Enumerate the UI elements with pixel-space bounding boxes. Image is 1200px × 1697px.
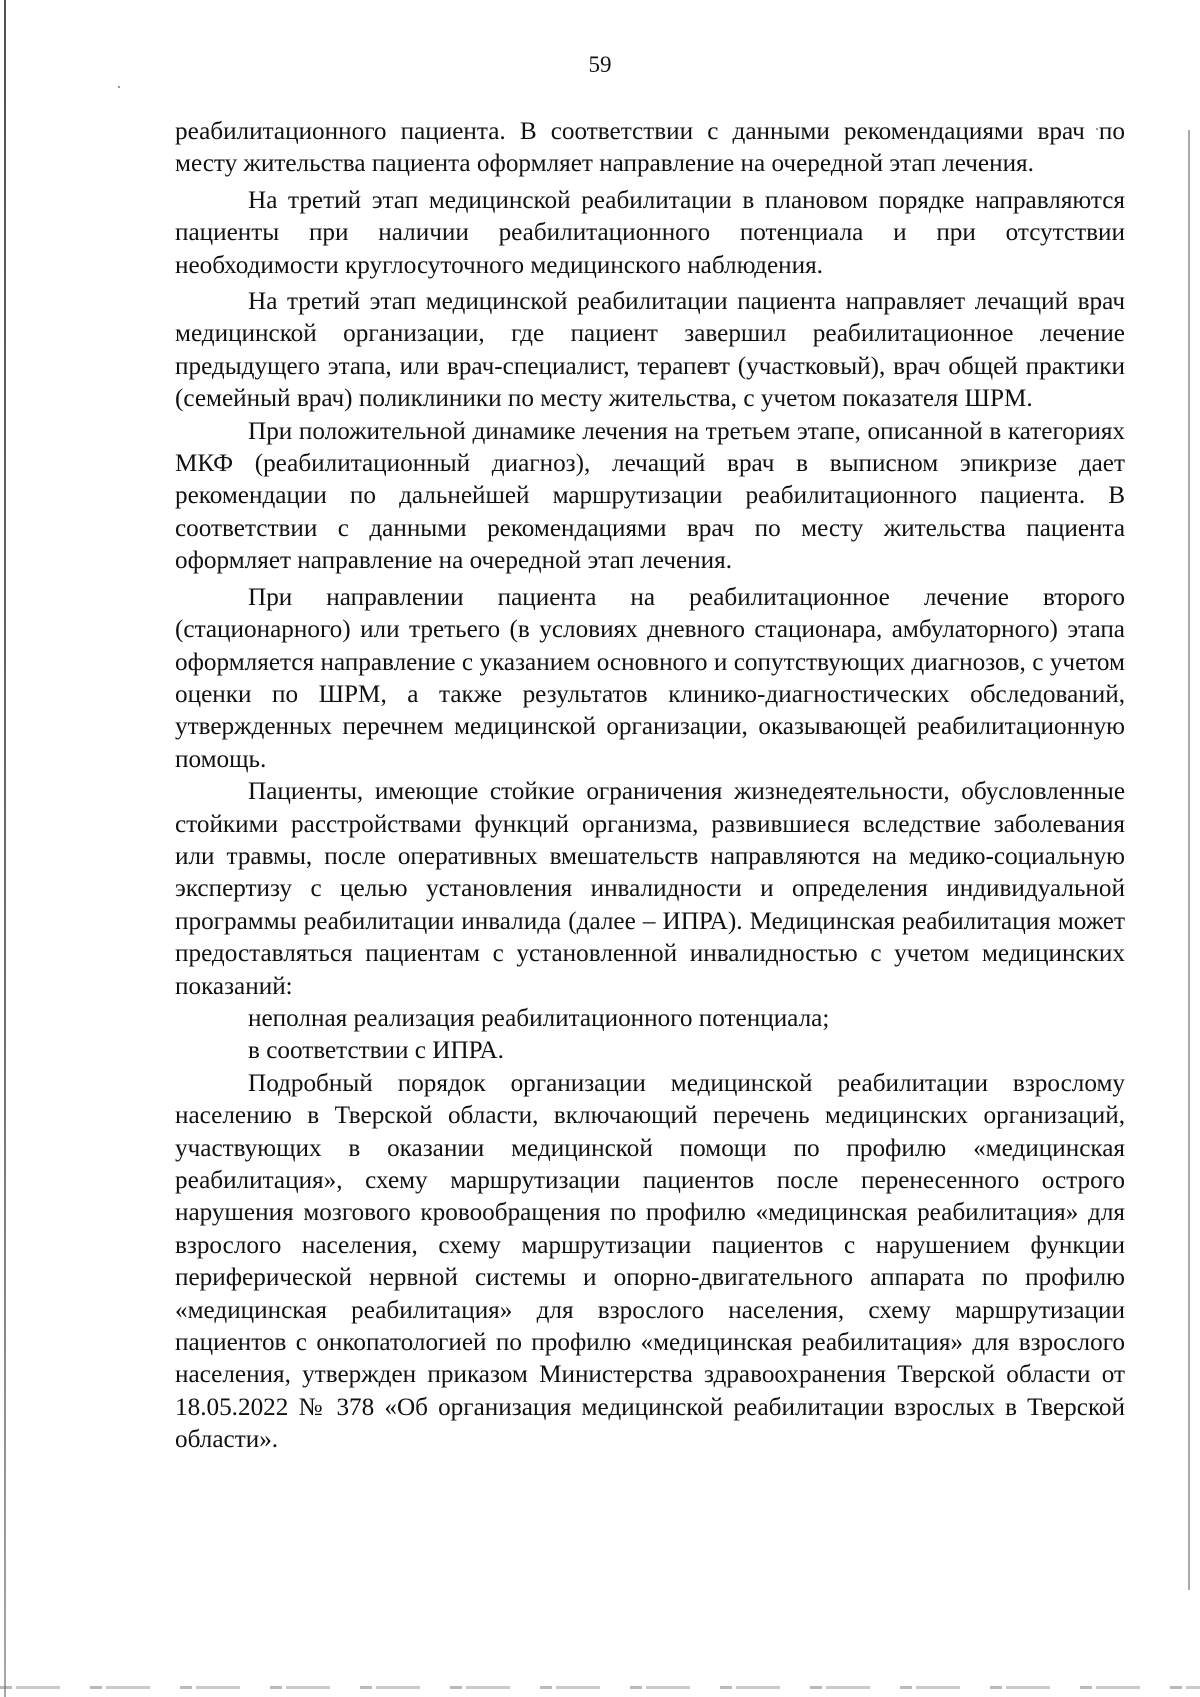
list-item: неполная реализация реабилитационного потенциала; xyxy=(248,1004,830,1032)
paragraph-positive-dynamics: При положительной динамике лечения на третьем этапе, описанной в категориях МКФ (реабилитационный диагноз), лечащий врач в выписном эпикризе дает рекомендации по дальнейшей маршрутизации реабилитационного пациента. В соответствии с данными рекомендациями врач по месту жительства пациента оформляет направление на очередной этап лечения. xyxy=(175,417,1125,575)
scan-speck xyxy=(118,86,120,88)
paragraph-referral-documents: При направлении пациента на реабилитационное лечение второго (стационарного) или третьего (в условиях дневного стационара, амбулаторного) этапа оформляется направление с указанием основного и сопутствующих диагнозов, с учетом оценки по ШРМ, а также результатов клинико-диагностических обследований, утвержденных перечнем медицинской организации, оказывающей реабилитационную помощь. xyxy=(175,583,1125,773)
paragraph-third-stage-planned: На третий этап медицинской реабилитации в плановом порядке направляются пациенты при наличии реабилитационного потенциала и при отсутствии необходимости круглосуточного медицинского наблюдения. xyxy=(175,186,1125,279)
paragraph-detailed-procedure: Подробный порядок организации медицинской реабилитации взрослому населению в Тверской области, включающий перечень медицинских организаций, участвующих в оказании медицинской помощи по профилю «медицинская реабилитация», схему маршрутизации пациентов после перенесенного острого нарушения мозгового кровообращения по профилю «медицинская реабилитация» для взрослого населения, схему маршрутизации пациентов с нарушением функции периферической нервной системы и опорно-двигательного аппарата по профилю «медицинская реабилитация» для взрослого населения, схему маршрутизации пациентов с онкопатологией по профилю «медицинская реабилитация» для взрослого населения, утвержден приказом Министерства здравоохранения Тверской области от 18.05.2022 № 378 «Об организация медицинской реабилитации взрослых в Тверской области». xyxy=(175,1069,1125,1454)
body-text xyxy=(175,116,1125,1457)
scan-edge-left xyxy=(4,0,6,1697)
scan-edge-bottom xyxy=(0,1686,1200,1689)
page-number: 59 xyxy=(588,52,612,77)
paragraph-disability-patients: Пациенты, имеющие стойкие ограничения жизнедеятельности, обусловленные стойкими расстройствами функций организма, развившиеся вследствие заболевания или травмы, после оперативных вмешательств направляются на медико-социальную экспертизу с целью установления инвалидности и определения индивидуальной программы реабилитации инвалида (далее – ИПРА). Медицинская реабилитация может предоставляться пациентам с установленной инвалидностью с учетом медицинских показаний: xyxy=(175,778,1125,1000)
paragraph-continuation: реабилитационного пациента. В соответствии с данными рекомендациями врач по месту жительства пациента оформляет направление на очередной этап лечения. xyxy=(175,118,1125,178)
list-item: в соответствии с ИПРА. xyxy=(248,1037,504,1065)
paragraph-third-stage-referral: На третий этап медицинской реабилитации пациента направляет лечащий врач медицинской организации, где пациент завершил реабилитационное лечение предыдущего этапа, или врач-специалист, терапевт (участковый), врач общей практики (семейный врач) поликлиники по месту жительства, с учетом показателя ШРМ. xyxy=(175,288,1125,413)
scan-edge-right xyxy=(1188,130,1190,1590)
